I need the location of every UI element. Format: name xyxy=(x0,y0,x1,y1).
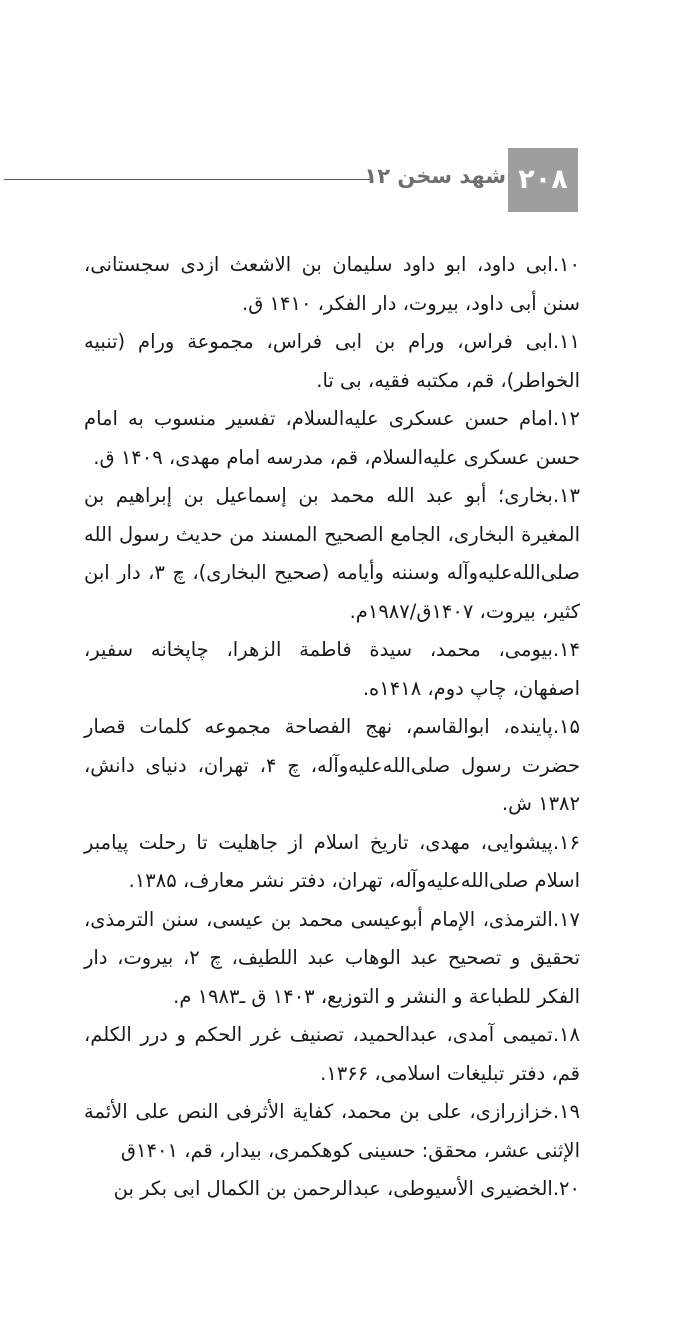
header-rule xyxy=(4,179,370,180)
reference-item: ۱۲.امام حسن عسکری علیه‌السلام، تفسیر منسوب به امام حسن عسکری علیه‌السلام، قم، مدرسه امام مهدی، ۱۴۰۹ ق. xyxy=(84,407,580,469)
reference-list xyxy=(84,246,580,1209)
book-title: شهد سخن ۱۲ xyxy=(364,164,506,188)
reference-item: ۱۳.بخاری؛ أبو عبد الله محمد بن إسماعیل بن إبراهیم بن المغیرة البخاری، الجامع الصحیح المسند من حدیث رسول الله صلی‌الله‌علیه‌وآله وسننه وأیامه (صحیح البخاری)، چ ۳، دار ابن کثیر، بیروت، ۱۴۰۷ق/۱۹۸۷م. xyxy=(84,484,580,623)
reference-item: ۱۴.بیومی، محمد، سیدة فاطمة الزهرا، چاپخانه سفیر، اصفهان، چاپ دوم، ۱۴۱۸ه. xyxy=(84,638,580,700)
reference-item: ۲۰.الخضیری الأسیوطی، عبدالرحمن بن الکمال ابی بکر بن xyxy=(113,1177,580,1200)
reference-item: ۱۶.پیشوایی، مهدی، تاریخ اسلام از جاهلیت تا رحلت پیامبر اسلام صلی‌الله‌علیه‌وآله، تهران، دفتر نشر معارف، ۱۳۸۵. xyxy=(84,830,580,892)
reference-item: ۱۰.ابی داود، ابو داود سلیمان بن الاشعث ازدی سجستانی، سنن أبی داود، بیروت، دار الفکر، ۱۴۱۰ ق. xyxy=(84,253,580,315)
page-header xyxy=(0,148,700,212)
reference-item: ۱۸.تمیمی آمدی، عبدالحمید، تصنیف غرر الحکم و درر الکلم، قم، دفتر تبلیغات اسلامی، ۱۳۶۶. xyxy=(84,1023,580,1085)
reference-item: ۱۱.ابی فراس، ورام بن ابی فراس، مجموعة ورام (تنبیه الخواطر)، قم، مکتبه فقیه، بی تا. xyxy=(84,330,580,392)
page-number: ۲۰۸ xyxy=(518,164,568,195)
reference-item: ۱۹.خزازرازی، علی بن محمد، کفایة الأثرفی النص علی الأئمة الإثنی عشر، محقق: حسینی کوهکمری، بیدار، قم، ۱۴۰۱ق xyxy=(84,1100,580,1162)
reference-item: ۱۷.الترمذی، الإمام أبوعیسی محمد بن عیسی، سنن الترمذی، تحقیق و تصحیح عبد الوهاب عبد اللطیف، چ ۲، بیروت، دار الفکر للطباعة و النشر و التوزیع، ۱۴۰۳ ق ـ۱۹۸۳ م. xyxy=(84,907,580,1008)
page-number-box xyxy=(508,148,578,212)
reference-item: ۱۵.پاینده، ابوالقاسم، نهج الفصاحة مجموعه کلمات قصار حضرت رسول صلی‌الله‌علیه‌وآله، چ ۴، تهران، دنیای دانش، ۱۳۸۲ ش. xyxy=(84,715,581,815)
